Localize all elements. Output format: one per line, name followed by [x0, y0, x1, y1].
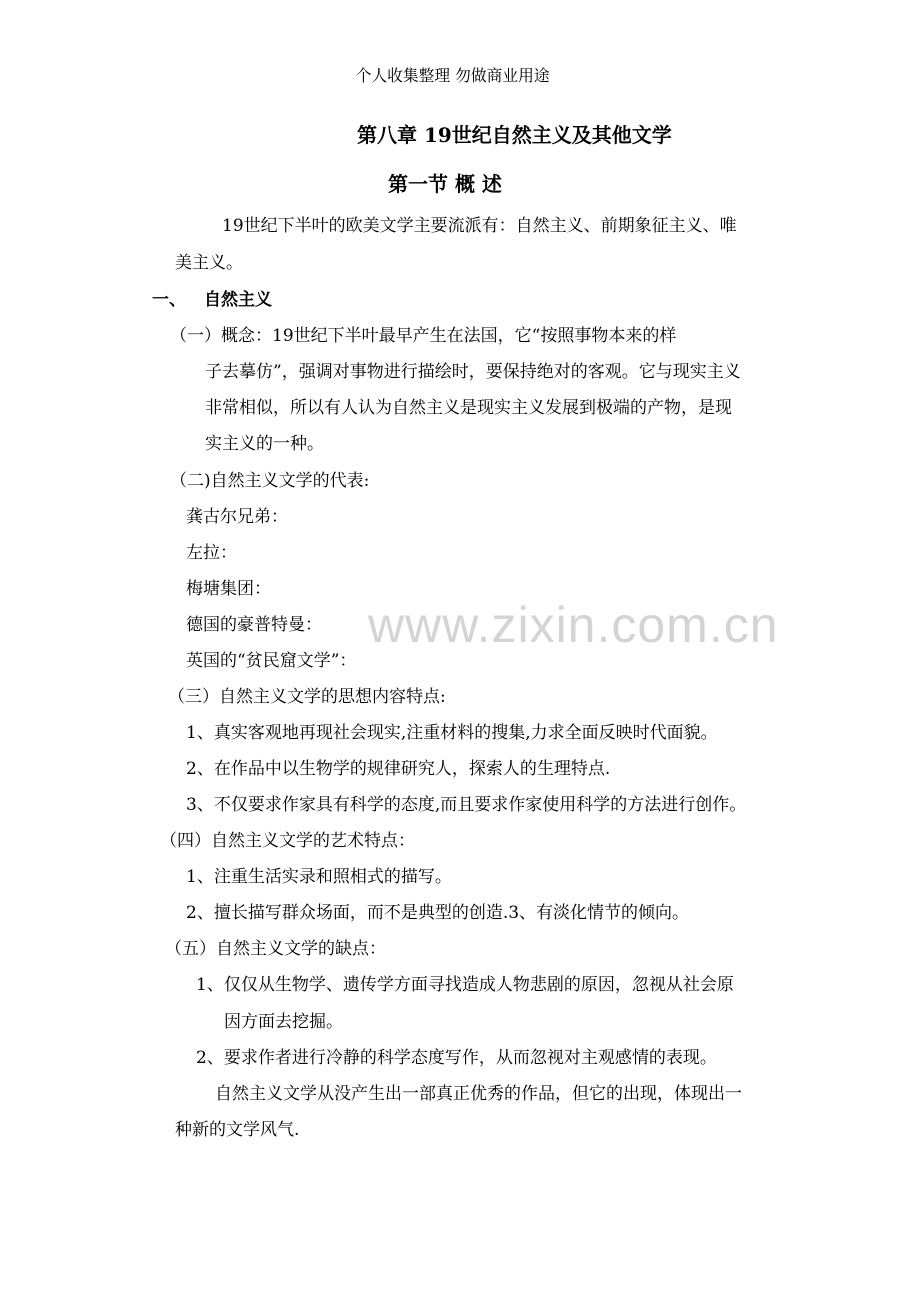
- thought-heading: （三）自然主义文学的思想内容特点:: [168, 687, 446, 707]
- conclusion-line-1: 自然主义文学从没产生出一部真正优秀的作品，但它的出现，体现出一: [215, 1084, 742, 1104]
- chapter-title: 第八章 19世纪自然主义及其他文学: [357, 123, 672, 147]
- art-heading: （四）自然主义文学的艺术特点：: [160, 831, 415, 851]
- concept-line-2: 子去摹仿”，强调对事物进行描绘时，要保持绝对的客观。它与现实主义: [205, 362, 741, 382]
- representative-item: 德国的豪普特曼：: [186, 615, 322, 635]
- concept-line-1: （一）概念：19世纪下半叶最早产生在法国，它“按照事物本来的样: [170, 326, 677, 346]
- heading1-title: 自然主义: [204, 290, 272, 310]
- intro-line-1: 19世纪下半叶的欧美文学主要流派有：自然主义、前期象征主义、唯: [222, 216, 737, 236]
- representatives-heading: （二)自然主义文学的代表:: [170, 471, 370, 491]
- thought-item: 3、不仅要求作家具有科学的态度,而且要求作家使用科学的方法进行创作。: [186, 795, 747, 815]
- intro-line-2: 美主义。: [175, 253, 243, 273]
- section-title: 第一节 概 述: [388, 172, 502, 196]
- representative-item: 英国的“贫民窟文学”：: [186, 651, 357, 671]
- representative-item: 梅塘集团：: [186, 579, 271, 599]
- thought-item: 1、真实客观地再现社会现实,注重材料的搜集,力求全面反映时代面貌。: [186, 723, 718, 743]
- thought-item: 2、在作品中以生物学的规律研究人，探索人的生理特点.: [186, 759, 611, 779]
- flaws-heading: （五）自然主义文学的缺点：: [165, 939, 386, 959]
- art-item: 2、擅长描写群众场面，而不是典型的创造.3、有淡化情节的倾向。: [186, 903, 690, 923]
- representative-item: 左拉：: [186, 543, 237, 563]
- concept-line-3: 非常相似，所以有人认为自然主义是现实主义发展到极端的产物，是现: [205, 398, 732, 418]
- page-header: 个人收集整理 勿做商业用途: [355, 66, 550, 85]
- heading1-number: 一、: [152, 290, 186, 310]
- art-item: 1、注重生活实录和照相式的描写。: [186, 867, 452, 887]
- flaws-item-1-line-1: 1、仅仅从生物学、遗传学方面寻找造成人物悲剧的原因，忽视从社会原: [196, 975, 734, 995]
- conclusion-line-2: 种新的文学风气.: [175, 1120, 300, 1140]
- flaws-item-2: 2、要求作者进行冷静的科学态度写作，从而忽视对主观感情的表现。: [196, 1048, 717, 1068]
- concept-line-4: 实主义的一种。: [205, 434, 324, 454]
- watermark: www.zixin.com.cn: [368, 597, 779, 653]
- representative-item: 龚古尔兄弟：: [186, 507, 288, 527]
- flaws-item-1-line-2: 因方面去挖掘。: [224, 1012, 343, 1032]
